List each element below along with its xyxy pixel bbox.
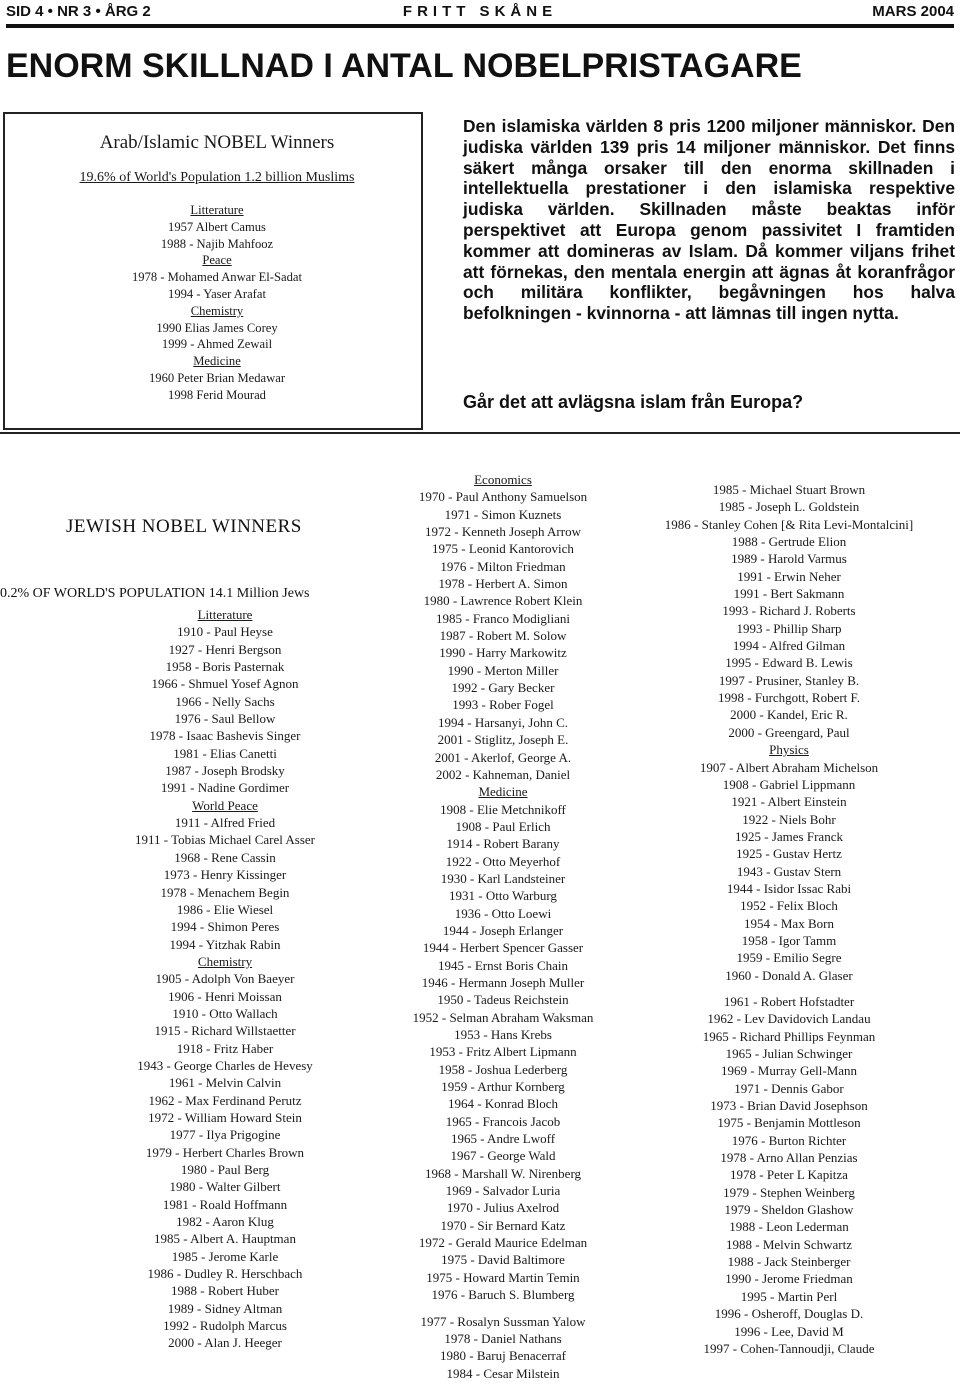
list-item: 1960 Peter Brian Medawar (148, 370, 286, 385)
list-item: 1965 - Richard Phillips Feynman (702, 1028, 876, 1044)
list-item: 1984 - Cesar Milstein (446, 1365, 560, 1381)
list-item: 1931 - Otto Warburg (449, 888, 557, 904)
list-item: 1980 - Paul Berg (180, 1162, 270, 1177)
publication-name: FRITT SKÅNE (402, 3, 558, 20)
list-item: 1908 - Gabriel Lippmann (722, 776, 856, 792)
list-item: 1957 Albert Camus (168, 219, 266, 234)
list-item: 1976 - Baruch S. Blumberg (431, 1287, 575, 1303)
list-item: 1965 - Julian Schwinger (725, 1046, 853, 1061)
list-item: 1905 - Adolph Von Baeyer (155, 971, 295, 987)
category-heading: Litterature (190, 203, 244, 217)
list-item: 1952 - Felix Bloch (740, 898, 838, 914)
list-item: 1971 - Simon Kuznets (444, 506, 562, 522)
jewish-winners-column-3 (622, 481, 956, 1357)
list-item: 1997 - Prusiner, Stanley B. (718, 672, 860, 688)
list-item: 1969 - Murray Gell-Mann (720, 1063, 858, 1079)
list-item: 1987 - Joseph Brodsky (165, 763, 285, 779)
list-item: 1978 - Peter L Kapitza (730, 1167, 848, 1183)
list-item: 1976 - Saul Bellow (174, 711, 276, 727)
category-heading: Medicine (193, 354, 241, 369)
list-item: 1970 - Sir Bernard Katz (440, 1217, 566, 1233)
list-item: 1994 - Shimon Peres (170, 919, 280, 935)
list-item: 1958 - Igor Tamm (741, 932, 837, 948)
list-item: 1925 - Gustav Hertz (736, 846, 842, 862)
category-heading: Peace (202, 253, 232, 268)
list-item: 1936 - Otto Loewi (454, 905, 552, 921)
list-item: 1950 - Tadeus Reichstein (437, 992, 569, 1008)
category-heading: World Peace (192, 797, 258, 813)
list-item: 1944 - Isidor Issac Rabi (726, 880, 852, 896)
list-item: 1969 - Salvador Luria (445, 1183, 561, 1199)
list-item: 1997 - Cohen-Tannoudji, Claude (703, 1340, 875, 1356)
list-item: 1982 - Aaron Klug (176, 1214, 274, 1230)
list-item: 1952 - Selman Abraham Waksman (412, 1009, 594, 1025)
category-heading: Litterature (197, 607, 253, 622)
list-item: 1961 - Robert Hofstadter (723, 993, 855, 1009)
list-item: 1972 - Kenneth Joseph Arrow (425, 524, 581, 540)
list-item: 1975 - Howard Martin Temin (426, 1269, 580, 1285)
list-item: 1944 - Herbert Spencer Gasser (422, 940, 584, 956)
arab-winners-list (7, 202, 427, 404)
list-item: 1987 - Robert M. Solow (439, 628, 567, 644)
jewish-winners-column-2 (338, 471, 668, 1382)
list-item: 1975 - David Baltimore (441, 1252, 565, 1268)
list-item: 1975 - Leonid Kantorovich (432, 541, 574, 557)
list-item: 1994 - Yitzhak Rabin (169, 936, 281, 952)
list-item: 1907 - Albert Abraham Michelson (699, 759, 879, 775)
list-item: 1914 - Robert Barany (446, 836, 560, 852)
list-item: 1953 - Fritz Albert Lipmann (429, 1044, 577, 1060)
list-item: 1946 - Hermann Joseph Muller (421, 974, 585, 990)
list-item: 1908 - Elie Metchnikoff (440, 801, 566, 817)
list-item: 1986 - Elie Wiesel (176, 901, 274, 917)
list-item: 1966 - Shmuel Yosef Agnon (151, 676, 299, 692)
list-item: 1976 - Milton Friedman (440, 558, 566, 574)
list-item: 1970 - Julius Axelrod (446, 1200, 560, 1216)
list-item: 1975 - Benjamin Mottleson (717, 1115, 861, 1131)
header-rule (6, 24, 954, 28)
headline: ENORM SKILLNAD I ANTAL NOBELPRISTAGARE (6, 47, 802, 85)
list-item: 1979 - Stephen Weinberg (723, 1184, 855, 1200)
list-item: 1991 - Erwin Neher (737, 568, 841, 584)
list-item: 1981 - Elias Canetti (173, 745, 277, 761)
jewish-panel-title: JEWISH NOBEL WINNERS (66, 516, 302, 537)
category-heading: Medicine (478, 784, 528, 800)
list-item: 1911 - Tobias Michael Carel Asser (135, 832, 315, 848)
list-item: 1976 - Burton Richter (731, 1132, 847, 1148)
list-item: 1958 - Joshua Lederberg (438, 1061, 568, 1077)
list-item: 1980 - Lawrence Robert Klein (423, 593, 583, 609)
list-item: 1979 - Herbert Charles Brown (145, 1144, 305, 1160)
list-item: 1978 - Herbert A. Simon (438, 576, 568, 592)
list-item: 1978 - Mohamed Anwar El-Sadat (132, 270, 302, 285)
list-item: 1964 - Konrad Bloch (447, 1096, 559, 1112)
arab-panel-title: Arab/Islamic NOBEL Winners (99, 132, 335, 153)
list-item: 1990 - Harry Markowitz (439, 645, 567, 661)
list-item: 1959 - Emilio Segre (736, 950, 842, 966)
list-item: 1960 - Donald A. Glaser (725, 967, 853, 983)
list-item: 2001 - Akerlof, George A. (434, 749, 572, 765)
list-item: 1998 - Furchgott, Robert F. (718, 690, 860, 706)
list-item: 1988 - Najib Mahfooz (160, 236, 274, 251)
list-item: 1925 - James Franck (735, 828, 843, 844)
list-item: 1990 - Jerome Friedman (725, 1271, 853, 1287)
list-item: 1991 - Bert Sakmann (733, 586, 845, 602)
list-item: 1954 - Max Born (744, 915, 834, 931)
list-item: 1965 - Francois Jacob (445, 1113, 561, 1129)
list-item: 1985 - Michael Stuart Brown (712, 482, 866, 497)
arab-nobel-panel (3, 112, 423, 430)
list-item: 1986 - Dudley R. Herschbach (147, 1266, 303, 1282)
list-item: 1906 - Henri Moissan (168, 988, 282, 1004)
list-item: 1910 - Otto Wallach (172, 1005, 278, 1021)
list-item: 1985 - Joseph L. Goldstein (718, 499, 860, 515)
list-item: 1977 - Rosalyn Sussman Yalow (420, 1313, 586, 1329)
list-item: 1966 - Nelly Sachs (175, 693, 275, 709)
list-item: 2000 - Kandel, Eric R. (730, 707, 848, 723)
list-item: 1962 - Lev Davidovich Landau (707, 1011, 871, 1027)
list-item: 1994 - Yaser Arafat (168, 286, 266, 301)
list-item: 1994 - Alfred Gilman (732, 638, 846, 654)
list-item: 1996 - Lee, David M (734, 1323, 844, 1339)
list-item: 1981 - Roald Hoffmann (162, 1196, 288, 1212)
list-item: 1993 - Richard J. Roberts (722, 603, 856, 619)
list-item: 1985 - Franco Modigliani (436, 610, 570, 626)
list-item: 1927 - Henri Bergson (168, 641, 282, 657)
issue-info: SID 4 • NR 3 • ÅRG 2 (6, 3, 151, 20)
list-item: 1989 - Harold Varmus (731, 551, 847, 567)
list-item: 1988 - Melvin Schwartz (725, 1236, 852, 1252)
list-item: 1922 - Otto Meyerhof (445, 853, 561, 869)
list-item: 1989 - Sidney Altman (167, 1300, 283, 1316)
article-question: Går det att avlägsna islam från Europa? (463, 392, 804, 412)
list-item: 1918 - Fritz Haber (176, 1040, 274, 1056)
category-heading: Chemistry (190, 303, 244, 318)
list-item: 1986 - Stanley Cohen [& Rita Levi-Montalcini] (664, 516, 914, 532)
list-item: 1992 - Gary Becker (451, 680, 555, 696)
list-item: 1930 - Karl Landsteiner (440, 870, 566, 886)
list-item: 1972 - William Howard Stein (148, 1109, 302, 1125)
list-item: 1910 - Paul Heyse (177, 624, 273, 640)
list-item: 2000 - Greengard, Paul (728, 724, 850, 740)
list-item: 1985 - Albert A. Hauptman (154, 1231, 296, 1247)
category-heading: Chemistry (197, 953, 253, 969)
list-item: 1980 - Walter Gilbert (169, 1179, 281, 1195)
issue-date: MARS 2004 (872, 3, 954, 20)
list-item: 1993 - Rober Fogel (452, 697, 554, 713)
list-item: 1988 - Leon Lederman (729, 1219, 849, 1235)
list-item: 1953 - Hans Krebs (454, 1027, 552, 1042)
list-item: 1978 - Menachem Begin (160, 884, 290, 900)
list-item: 1922 - Niels Bohr (742, 811, 836, 827)
list-item: 1980 - Baruj Benacerraf (440, 1348, 566, 1364)
section-divider (0, 432, 960, 434)
list-item: 1977 - Ilya Prigogine (169, 1127, 281, 1143)
list-item: 1958 - Boris Pasternak (165, 659, 285, 675)
list-item: 1944 - Joseph Erlanger (442, 922, 564, 938)
list-item: 1998 Ferid Mourad (168, 387, 266, 402)
list-item: 1995 - Edward B. Lewis (725, 655, 853, 671)
list-item: 1996 - Osheroff, Douglas D. (714, 1306, 864, 1322)
article-body (463, 116, 955, 324)
list-item: 1972 - Gerald Maurice Edelman (418, 1235, 588, 1251)
list-item: 1999 - Ahmed Zewail (161, 337, 273, 352)
category-heading: Economics (474, 472, 532, 487)
list-item: 1968 - Marshall W. Nirenberg (424, 1165, 582, 1181)
list-item: 1993 - Phillip Sharp (736, 620, 842, 636)
list-item: 1967 - George Wald (450, 1148, 556, 1164)
list-item: 2001 - Stiglitz, Joseph E. (437, 732, 569, 748)
article-paragraph: Den islamiska världen 8 pris 1200 miljoner människor. Den judiska världen 139 pris 14 miljoner människor. Det finns säkert många orsaker till den enorma skillnaden i intellektuella prestationer i den islamiska respektive judiska världen. Skillnaden måste beaktas inför perspektivet att Europa genom passivitet I framtiden kommer att domineras av Islam. Då kommer viljans frihet att förnekas, den mentala energin att ägnas åt koranfrågor och militära konflikter, begåvningen hos halva befolkningen - kvinnorna - att lämnas till ingen nytta. (463, 116, 955, 324)
list-item: 1992 - Rudolph Marcus (163, 1318, 287, 1334)
list-item: 1985 - Jerome Karle (171, 1248, 279, 1264)
list-item: 1965 - Andre Lwoff (450, 1131, 556, 1147)
list-item: 1991 - Nadine Gordimer (160, 780, 290, 796)
list-item: 1970 - Paul Anthony Samuelson (418, 489, 588, 505)
list-item: 1973 - Brian David Josephson (710, 1098, 868, 1114)
list-item: 1962 - Max Ferdinand Perutz (148, 1092, 302, 1108)
list-item: 1943 - George Charles de Hevesy (137, 1057, 313, 1073)
list-item: 1994 - Harsanyi, John C. (438, 714, 568, 730)
list-item: 1995 - Martin Perl (740, 1288, 838, 1304)
list-item: 1959 - Arthur Kornberg (441, 1079, 565, 1095)
jewish-panel-subtitle: 0.2% OF WORLD'S POPULATION 14.1 Million Jews (0, 586, 310, 601)
list-item: 1988 - Gertrude Elion (731, 534, 847, 550)
list-item: 2002 - Kahneman, Daniel (435, 766, 571, 782)
arab-panel-subtitle: 19.6% of World's Population 1.2 billion Muslims (79, 170, 355, 185)
list-item: 1968 - Rene Cassin (174, 849, 276, 865)
list-item: 1945 - Ernst Boris Chain (438, 957, 568, 973)
list-item: 1908 - Paul Erlich (455, 818, 551, 834)
list-item: 2000 - Alan J. Heeger (168, 1335, 282, 1351)
list-item: 1978 - Daniel Nathans (444, 1330, 562, 1346)
list-item: 1990 - Merton Miller (447, 662, 559, 678)
list-item: 1978 - Arno Allan Penzias (720, 1150, 858, 1166)
list-item: 1915 - Richard Willstaetter (154, 1023, 296, 1039)
list-item: 1990 Elias James Corey (156, 320, 278, 335)
list-item: 1973 - Henry Kissinger (163, 867, 287, 883)
list-item: 1979 - Sheldon Glashow (724, 1202, 854, 1218)
list-item: 1943 - Gustav Stern (736, 863, 842, 879)
list-item: 1911 - Alfred Fried (174, 815, 276, 831)
category-heading: Physics (769, 742, 809, 758)
list-item: 1988 - Robert Huber (171, 1283, 279, 1299)
list-item: 1921 - Albert Einstein (731, 794, 847, 810)
list-item: 1988 - Jack Steinberger (727, 1254, 851, 1270)
list-item: 1978 - Isaac Bashevis Singer (149, 728, 301, 744)
list-item: 1961 - Melvin Calvin (168, 1075, 282, 1091)
list-item: 1971 - Dennis Gabor (734, 1080, 844, 1096)
